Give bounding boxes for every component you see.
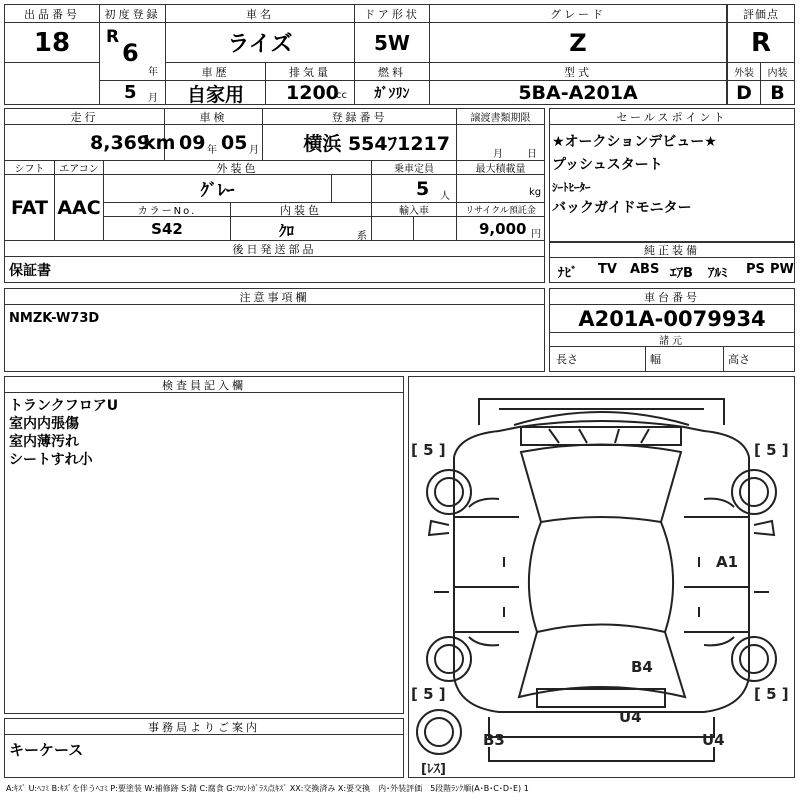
chassis-block [549,288,795,372]
width-label: 幅 [650,353,661,366]
first-registration-month [100,81,166,105]
specs-label: 諸元 [550,333,794,347]
interior-color-label: 内装色 [231,203,372,217]
inspection-label: 車検 [165,109,263,125]
damage-mark-u4-right: U4 [702,731,725,749]
damage-mark-b4: B4 [631,658,653,676]
transfer-label: 譲渡書類期限 [457,109,544,125]
sales-point-item: ｼｰﾄﾋｰﾀｰ [552,181,591,194]
grade-label: グレード [430,5,727,23]
mileage-cell [5,125,176,161]
color-no-value: S42 [104,217,231,241]
import-label: 輸入車 [372,203,457,217]
recycle-unit: 円 [531,229,541,240]
displacement-cell [266,81,355,105]
equipment-label: 純正装備 [550,243,794,258]
year-unit: 年 [148,67,158,78]
car-name-value: ライズ [166,23,355,63]
tire-depth-front-right: [ 5 ] [754,441,789,459]
max-load-label: 最大積載量 [457,161,544,175]
inspection-year: 09 [179,132,206,154]
max-load-cell [457,175,544,203]
exterior-label: 外装 [727,63,761,81]
door-type-value: 5W [355,23,430,63]
capacity-cell [372,175,457,203]
vehicle-details-block [4,108,545,283]
sales-point-item: プッシュスタート [552,157,663,173]
history-value: 自家用 [166,81,266,105]
sales-point-item: バックガイドモニター [552,200,692,216]
import-cell-b [414,217,457,241]
equipment-item: ｱﾙﾐ [708,266,728,281]
mileage-unit: km [143,132,176,154]
model-label: 型式 [430,63,727,81]
door-type-label: ドア形状 [355,5,430,23]
ac-label: エアコン [55,161,104,175]
notes-label: 注意事項欄 [5,289,544,305]
recycle-value: 9,000 [479,220,527,238]
inspector-line: トランクフロアU [9,398,119,414]
later-parts-value: 保証書 [9,262,51,279]
inspector-label: 検査員記入欄 [5,377,403,393]
history-label: 車歴 [166,63,266,81]
inspector-line: 室内内張傷 [9,416,79,432]
chassis-value: A201A-0079934 [550,305,794,333]
height-cell [724,347,794,371]
equipment-item: ABS [630,262,660,277]
transfer-cell [457,125,544,161]
inspector-block [4,376,404,714]
legend-footer: A:ｷｽﾞ U:ﾍｺﾐ B:ｷｽﾞを伴うﾍｺﾐ P:要塗装 W:補修跡 S:錆 C:腐食 G:ﾌﾛﾝﾄｶﾞﾗｽ点ｷｽﾞ XX:交換済み X:要交換 内･外装評価 5段階ﾗﾝｸ順(A･B･C･D･E) 1 [6,784,529,793]
exterior-score: D [727,81,761,105]
inspector-line: シートすれ小 [9,452,93,468]
import-cell-a [372,217,414,241]
interior-color-cell [231,217,372,241]
max-load-unit: kg [529,187,542,198]
width-cell [646,347,724,371]
tire-depth-rear-right: [ 5 ] [754,685,789,703]
sales-points-label: セールスポイント [550,109,794,125]
exterior-color-extra [332,175,372,203]
exterior-color-label: 外装色 [104,161,372,175]
recycle-label: リサイクル預託金 [457,203,544,217]
fuel-value: ｶﾞｿﾘﾝ [355,81,430,105]
tire-depth-front-left: [ 5 ] [411,441,446,459]
sales-point-item: ★オークションデビュー★ [552,134,717,150]
notes-block [4,288,545,372]
inspection-month-unit: 月 [249,145,259,156]
equipment-item: PS [746,262,765,277]
transfer-month: 月 [493,149,503,160]
registration-month: 5 [124,82,137,103]
mileage-label: 走行 [5,109,165,125]
office-block [4,718,404,778]
month-unit: 月 [148,93,158,104]
inspection-year-unit: 年 [207,145,217,156]
car-name-label: 車名 [166,5,355,23]
inspection-cell [165,125,263,161]
damage-mark-b3: B3 [483,731,505,749]
equipment-item: TV [598,262,617,277]
interior-color-value: ｸﾛ [279,222,295,240]
office-label: 事務局よりご案内 [5,719,403,735]
color-no-label: カラーNo. [104,203,231,217]
spare-tire-label: [ﾚｽ] [421,762,446,777]
length-cell [550,347,646,371]
displacement-unit: cc [336,90,347,101]
inspection-month: 05 [221,132,248,154]
score-label: 評価点 [727,5,794,23]
lot-number-label: 出品番号 [5,5,100,23]
capacity-label: 乗車定員 [372,161,457,175]
era-label: R [106,27,120,47]
vehicle-header-block [4,4,795,105]
score-value: R [727,23,794,63]
displacement-value: 1200 [286,82,339,104]
car-diagram [409,377,794,777]
interior-color-unit: 系 [357,231,367,242]
equipment-item: ｴｱB [670,266,693,281]
shift-label: シフト [5,161,55,175]
capacity-unit: 人 [440,191,450,202]
recycle-cell [457,217,544,241]
car-diagram-block [408,376,795,778]
interior-label: 内装 [761,63,794,81]
length-label: 長さ [556,353,578,366]
lot-number-value: 18 [5,23,100,63]
damage-mark-u4-center: U4 [619,708,642,726]
later-parts-label: 後日発送部品 [5,241,544,257]
equipment-item: PW [770,262,794,277]
registration-label: 登録番号 [263,109,457,125]
office-value: キーケース [9,741,84,759]
damage-mark-a1: A1 [716,553,739,571]
equipment-block [549,242,795,283]
interior-score: B [770,82,785,104]
ac-value: AAC [55,175,104,241]
transfer-day: 日 [527,149,537,160]
fuel-label: 燃料 [355,63,430,81]
shift-value: FAT [5,175,55,241]
capacity-value: 5 [416,178,430,200]
grade-value: Z [430,23,727,63]
model-value: 5BA-A201A [430,81,727,105]
displacement-label: 排気量 [266,63,355,81]
lot-blank [5,63,100,105]
inspector-line: 室内薄汚れ [9,434,79,450]
exterior-color-value: ｸﾞﾚｰ [104,175,332,203]
chassis-label: 車台番号 [550,289,794,305]
mileage-value: 8,369 [90,132,151,154]
height-label: 高さ [728,353,750,366]
sales-points-block [549,108,795,242]
registration-year: 6 [122,39,139,67]
tire-depth-rear-left: [ 5 ] [411,685,446,703]
registration-value: 横浜 554ﾌ1217 [263,125,457,161]
first-registration-year [100,23,166,81]
equipment-item: ﾅﾋﾞ [558,266,578,281]
first-registration-label: 初度登録 [100,5,166,23]
notes-value: NMZK-W73D [9,311,100,326]
